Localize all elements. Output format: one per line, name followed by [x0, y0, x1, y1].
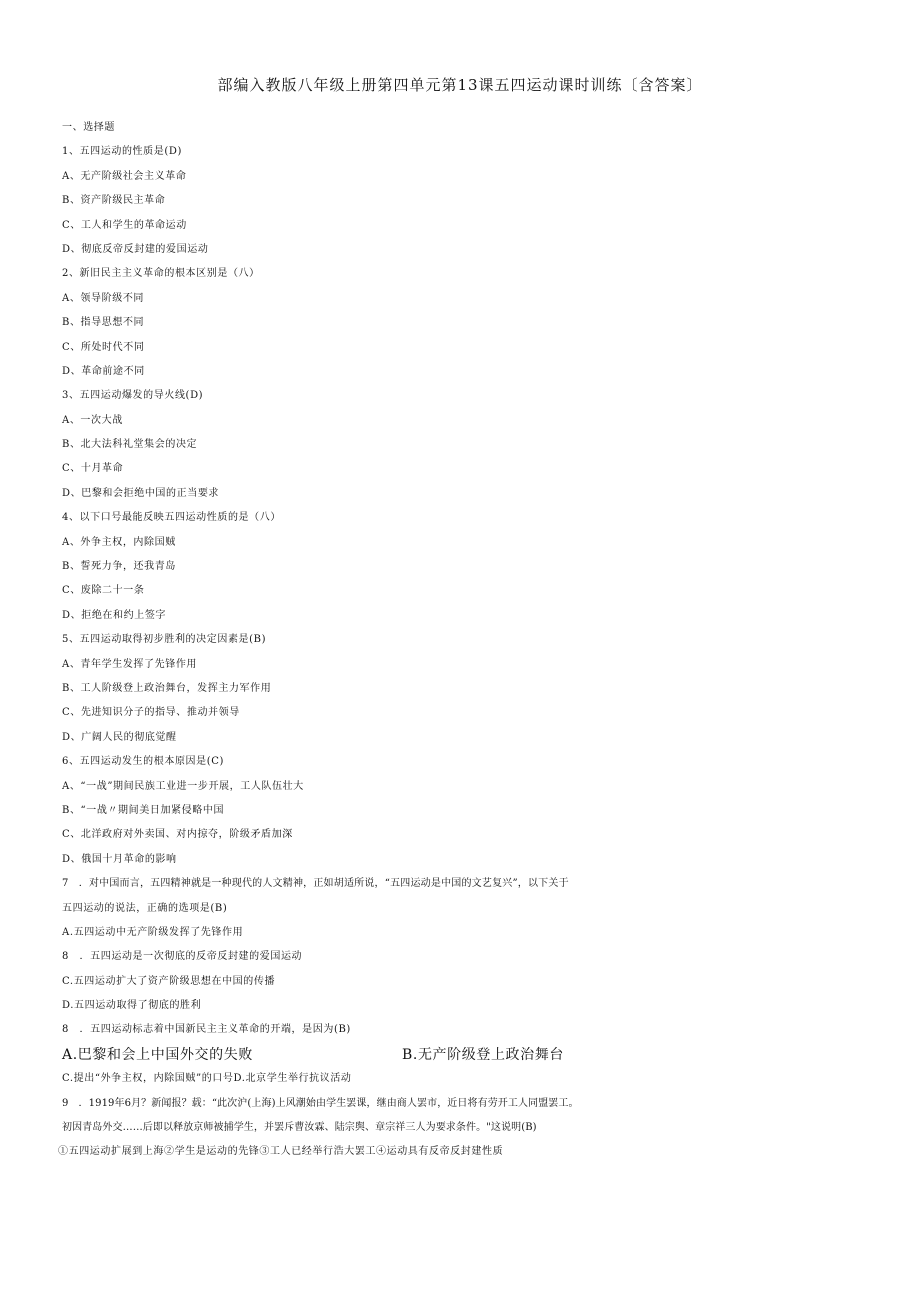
question-option: D.五四运动取得了彻底的胜利 — [62, 1000, 202, 1012]
question-option: A、青年学生发挥了先锋作用 — [62, 658, 198, 670]
question-option: D、彻底反帝反封建的爱国运动 — [62, 243, 209, 255]
question-option: B、指导思想不同 — [62, 317, 145, 329]
question-option: C、工人和学生的革命运动 — [62, 219, 187, 231]
question-option: A、一次大战 — [62, 414, 123, 426]
question-option: D、革命前途不同 — [62, 365, 145, 377]
question-stem: 7 ．对中国而言，五四精神就是一种现代的人文精神，正如胡适所说，“五四运动是中国的文艺复兴”，以下关于 — [62, 878, 569, 890]
question-option: A.巴黎和会上中国外交的失败 — [62, 1046, 253, 1063]
question-stem: 4、以下口号最能反映五四运动性质的是（八） — [62, 512, 281, 524]
question-stem: 6、五四运动发生的根本原因是(C) — [62, 756, 225, 768]
question-option: C、先进知识分子的指导、推动并领导 — [62, 707, 240, 719]
question-option: A、无产阶级社会主义革命 — [62, 170, 187, 182]
question-option: B、北大法科礼堂集会的决定 — [62, 439, 198, 451]
question-stem: 8 ．五四运动标志着中国新民主主义革命的开端，是因为(B) — [62, 1024, 351, 1036]
question-option: C、所处时代不同 — [62, 341, 145, 353]
question-stem: 3、五四运动爆发的导火线(D) — [62, 390, 204, 402]
question-option: C、废除二十一条 — [62, 585, 145, 597]
question-option: C.五四运动扩大了资产阶级思想在中国的传播 — [62, 975, 276, 987]
document-title: 部编入教版八年级上册第四单元第13课五四运动课时训练〔含答案〕 — [217, 76, 703, 94]
question-stem-continued: 初因青岛外交……后即以释放京师被捕学生，并罢斥曹汝霖、陆宗舆、章宗祥三人为要求条件。"这说明(B) — [62, 1122, 537, 1134]
question-option: A、“一战”期间民族工业进一步开展，工人队伍壮大 — [62, 780, 304, 792]
question-stem-continued: 五四运动的说法，正确的选项是(B) — [62, 902, 228, 914]
question-stem: 5、五四运动取得初步胜利的决定因素是(B) — [62, 634, 267, 646]
question-option: D、拒绝在和约上签字 — [62, 609, 167, 621]
question-options-row — [62, 1043, 862, 1067]
question-option: D、广阔人民的彻底觉醒 — [62, 731, 177, 743]
question-stem: 8 ．五四运动是一次彻底的反帝反封建的爱国运动 — [62, 951, 303, 963]
question-option: C.提出“外争主权，内除国贼”的口号D.北京学生举行抗议活动 — [62, 1073, 352, 1085]
question-option: B.无产阶级登上政治舞台 — [402, 1046, 564, 1063]
question-option: B、工人阶级登上政治舞台，发挥主力军作用 — [62, 682, 272, 694]
question-option: B、“一战〃期间美日加紧侵略中国 — [62, 804, 225, 816]
question-statements: ①五四运动扩展到上海②学生是运动的先锋③工人已经举行浩大罢工④运动具有反帝反封建性质 — [58, 1146, 504, 1158]
question-option: A、外争主权，内除国贼 — [62, 536, 176, 548]
question-option: C、北洋政府对外卖国、对内掠夺，阶级矛盾加深 — [62, 829, 293, 841]
question-option: A.五四运动中无产阶级发挥了先锋作用 — [62, 926, 244, 938]
question-stem: 9 ．1919年6月？新闻报？载：“此次沪(上海)上风潮始由学生罢课，继由商人罢市，近日将有劳开工人同盟罢工。 — [62, 1097, 579, 1109]
question-option: A、领导阶级不同 — [62, 292, 145, 304]
question-option: B、资产阶级民主革命 — [62, 195, 166, 207]
section-heading: 一、选择题 — [62, 122, 115, 133]
question-stem: 2、新旧民主主义革命的根本区别是（八） — [62, 268, 260, 280]
question-option: D、俄国十月革命的影响 — [62, 853, 177, 865]
question-option: C、十月革命 — [62, 463, 124, 475]
question-option: B、誓死力争，还我青岛 — [62, 561, 176, 573]
question-stem: 1、五四运动的性质是(D) — [62, 146, 182, 158]
document-body — [58, 116, 862, 1165]
question-option: D、巴黎和会拒绝中国的正当要求 — [62, 487, 220, 499]
